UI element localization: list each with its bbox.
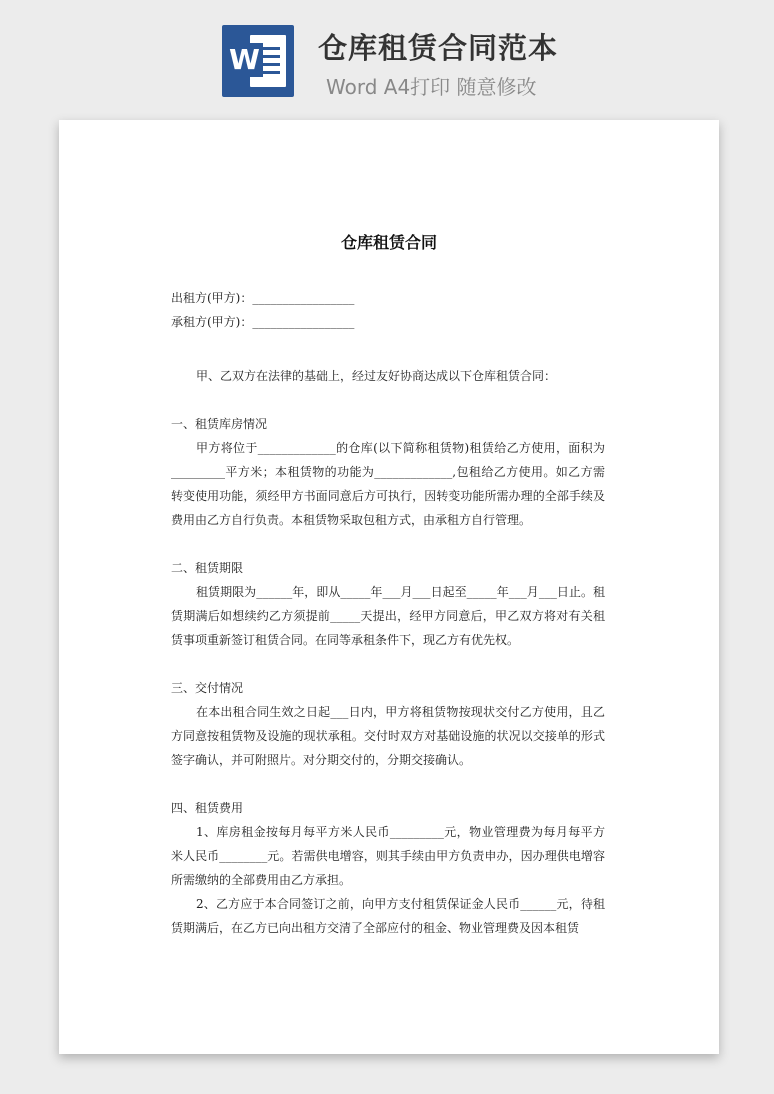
- document-page: [59, 120, 719, 1054]
- section-paragraph: 2、乙方应于本合同签订之前，向甲方支付租赁保证金人民币______元，待租赁期满后，在乙方已向出租方交清了全部应付的租金、物业管理费及因本租赁: [171, 897, 605, 935]
- word-document-icon: [222, 25, 294, 97]
- banner-subtitle: Word A4打印 随意修改: [326, 75, 537, 99]
- party-lessee: 承租方(甲方)：_________________: [171, 315, 355, 329]
- section-paragraph: 1、库房租金按每月每平方米人民币_________元，物业管理费为每月每平方米人民币________元。若需供电增容，则其手续由甲方负责申办，因办理供电增容所需缴纳的全部费用由乙方承担。: [171, 825, 605, 887]
- intro-paragraph: 甲、乙双方在法律的基础上，经过友好协商达成以下仓库租赁合同：: [196, 369, 557, 383]
- section-heading: 三、交付情况: [171, 681, 244, 695]
- section-paragraph: 租赁期限为______年，即从_____年___月___日起至_____年___月___日止。租赁期满后如想续约乙方须提前_____天提出，经甲方同意后，甲乙双方将对有关租赁事项重新签订租赁合同。在同等承租条件下，现乙方有优先权。: [171, 585, 605, 647]
- document-body: [171, 286, 605, 940]
- section-heading: 一、租赁库房情况: [171, 417, 268, 431]
- banner-title: 仓库租赁合同范本: [318, 31, 559, 65]
- section-paragraph: 甲方将位于_____________的仓库(以下简称租赁物)租赁给乙方使用，面积为_________平方米；本租赁物的功能为_____________,包租给乙方使用。如乙方需转变使用功能，须经甲方书面同意后方可执行，因转变功能所需办理的全部手续及费用由乙方自行负责。本租赁物采取包租方式，由承租方自行管理。: [171, 441, 605, 527]
- document-title: 仓库租赁合同: [340, 233, 437, 252]
- section-paragraph: 在本出租合同生效之日起___日内，甲方将租赁物按现状交付乙方使用，且乙方同意按租赁物及设施的现状承租。交付时双方对基础设施的状况以交接单的形式签字确认，并可附照片。对分期交付的，分期交接确认。: [171, 705, 605, 767]
- section-heading: 四、租赁费用: [171, 801, 244, 815]
- word-letter: W: [229, 43, 263, 77]
- section-heading: 二、租赁期限: [171, 561, 244, 575]
- banner: [0, 0, 774, 118]
- party-lessor: 出租方(甲方)：_________________: [171, 291, 355, 305]
